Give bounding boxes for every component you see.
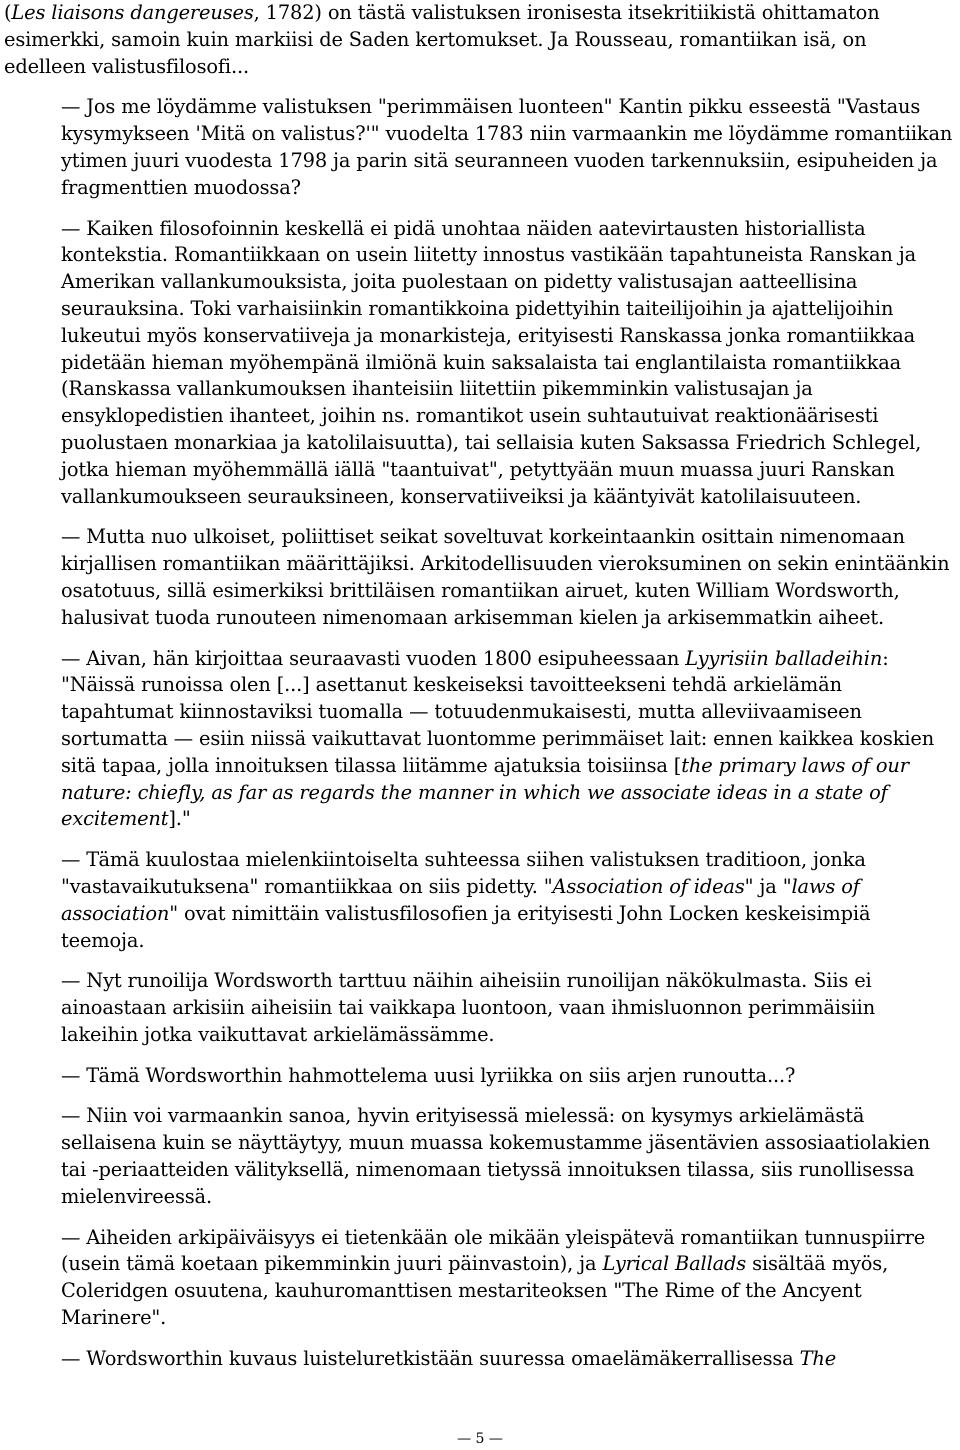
italic-text: Association of ideas <box>552 874 745 898</box>
text-segment: Aiheiden arkipäiväisyys ei tietenkään ole mikään yleispätevä romantiikan tunnuspiirre (usein tämä koetaan pikemminkin juuri päinvastoin), ja <box>61 1225 926 1276</box>
em-dash-marker: — <box>61 969 81 993</box>
italic-text: Les liaisons dangereuses <box>11 1 254 24</box>
em-dash-marker: — <box>61 216 81 240</box>
em-dash-marker: — <box>61 525 81 549</box>
paragraph <box>4 94 954 201</box>
italic-text: the primary laws of our nature: chiefly, as far as regards the manner in which we associate ideas in a state of excitement <box>61 753 909 831</box>
text-segment: ( <box>4 1 12 24</box>
paragraph <box>4 1103 954 1210</box>
paragraph <box>4 1346 954 1373</box>
text-segment: " ovat nimittäin valistusfilosofien ja erityisesti John Locken keskeisimpiä teemoja. <box>61 901 871 952</box>
text-segment: Mutta nuo ulkoiset, poliittiset seikat soveltuvat korkeintaankin osittain nimenomaan kirjallisen romantiikan määrittäjiksi. Arkitodellisuuden vieroksuminen on sekin enintäänkin osatotuus, sillä esimerkiksi brittiläisen romantiikan airuet, kuten William Wordsworth, halusivat tuoda runouteen nimenomaan arkisemman kielen ja arkisemmatkin aiheet. <box>61 525 950 629</box>
text-segment: Tämä kuulostaa mielenkiintoiselta suhteessa siihen valistuksen traditioon, jonka "vastavaikutuksena" romantiikkaa on siis pidetty. " <box>61 848 866 898</box>
em-dash-marker: — <box>61 95 81 119</box>
body-text <box>4 0 954 1373</box>
paragraph <box>4 968 954 1048</box>
paragraph <box>4 216 954 511</box>
text-segment: Niin voi varmaankin sanoa, hyvin erityisessä mielessä: on kysymys arkielämästä sellaisena kuin se näyttäytyy, muun muassa kokemustamme jäsentävien assosiaatiolakien tai -periaatteiden välityksellä, nimenomaan tietyssä innoituksen tilassa, siis runollisessa mielenvireessä. <box>61 1104 930 1208</box>
paragraph <box>4 1225 954 1332</box>
paragraph <box>4 1063 954 1090</box>
italic-text: Lyrical Ballads <box>602 1252 747 1276</box>
text-segment: " ja " <box>744 874 792 898</box>
text-segment: : "Näissä runoissa olen [...] asettanut keskeiseksi tavoitteekseni tehdä arkielämän tapahtumat kiinnostaviksi tuomalla — totuudenmukaisesti, mutta alleviivaamiseen sortumatta — esiin niissä vaikuttavat luontomme perimmäiset lait: ennen kaikkea koskien sitä tapaa, jolla innoituksen tilassa liitämme ajatuksia toisiinsa [ <box>61 646 935 777</box>
text-segment: Aivan, hän kirjoittaa seuraavasti vuoden 1800 esipuheessaan <box>86 646 686 670</box>
italic-text: laws of association <box>61 874 860 925</box>
paragraph <box>4 646 954 834</box>
italic-text: The <box>799 1346 837 1370</box>
text-segment: Tämä Wordsworthin hahmottelema uusi lyriikka on siis arjen runoutta...? <box>86 1063 796 1087</box>
em-dash-marker: — <box>61 1104 81 1128</box>
text-segment: sisältää myös, Coleridgen osuutena, kauhuromanttisen mestariteoksen "The Rime of the Ancyent Marinere". <box>61 1252 889 1330</box>
em-dash-marker: — <box>61 1346 81 1370</box>
text-segment: , 1782) on tästä valistuksen ironisesta itsekritiikistä ohittamaton esimerkki, samoin kuin markiisi de Saden kertomukset. Ja Rousseau, romantiikan isä, on edelleen valistusfilosofi... <box>4 1 880 78</box>
text-segment: ]." <box>168 807 191 831</box>
em-dash-marker: — <box>61 848 81 872</box>
em-dash-marker: — <box>61 1225 81 1249</box>
em-dash-marker: — <box>61 1063 81 1087</box>
text-segment: Kaiken filosofoinnin keskellä ei pidä unohtaa näiden aatevirtausten historiallista kontekstia. Romantiikkaan on usein liitetty innostus vastikään tapahtuneista Ranskan ja Amerikan vallankumouksista, joita puolestaan on pidetty valistusajan aatteellisina seurauksina. Toki varhaisiinkin romantikkoina pidettyihin taiteilijoihin ja ajattelijoihin lukeutui myös konservatiiveja ja monarkisteja, erityisesti Ranskassa jonka romantiikkaa pidetään hieman myöhempänä ilmiönä kuin saksalaista tai englantilaista romantiikkaa (Ranskassa vallankumouksen ihanteisiin liitettiin pikemminkin valistusajan ja ensyklopedistien ihanteet, joihin ns. romantikot usein suhtautuivat reaktionäärisesti puolustaen monarkiaa ja katolilaisuutta), tai sellaisia kuten Saksassa Friedrich Schlegel, jotka hieman myöhemmällä iällä "taantuivat", petyttyään muun muassa juuri Ranskan vallankumoukseen seurauksineen, konservatiiveiksi ja kääntyivät katolilaisuuteen. <box>61 216 922 508</box>
text-segment: Nyt runoilija Wordsworth tarttuu näihin aiheisiin runoilijan näkökulmasta. Siis ei ainoastaan arkisiin aiheisiin tai vaikkapa luontoon, vaan ihmisluonnon perimmäisiin lakeihin jotka vaikuttavat arkielämässämme. <box>61 969 876 1046</box>
text-segment: Wordsworthin kuvaus luisteluretkistään suuressa omaelämäkerrallisessa <box>86 1346 800 1370</box>
paragraph <box>4 0 954 80</box>
page-number: — 5 — <box>457 1431 503 1447</box>
text-segment: Jos me löydämme valistuksen "perimmäisen luonteen" Kantin pikku esseestä "Vastaus kysymykseen 'Mitä on valistus?'" vuodelta 1783 niin varmaankin me löydämme romantiikan ytimen juuri vuodesta 1798 ja parin sitä seuranneen vuoden tarkennuksiin, esipuheiden ja fragmenttien muodossa? <box>61 95 953 199</box>
paragraph <box>4 847 954 954</box>
paragraph <box>4 524 954 631</box>
em-dash-marker: — <box>61 646 81 670</box>
italic-text: Lyyrisiin balladeihin <box>685 646 883 670</box>
